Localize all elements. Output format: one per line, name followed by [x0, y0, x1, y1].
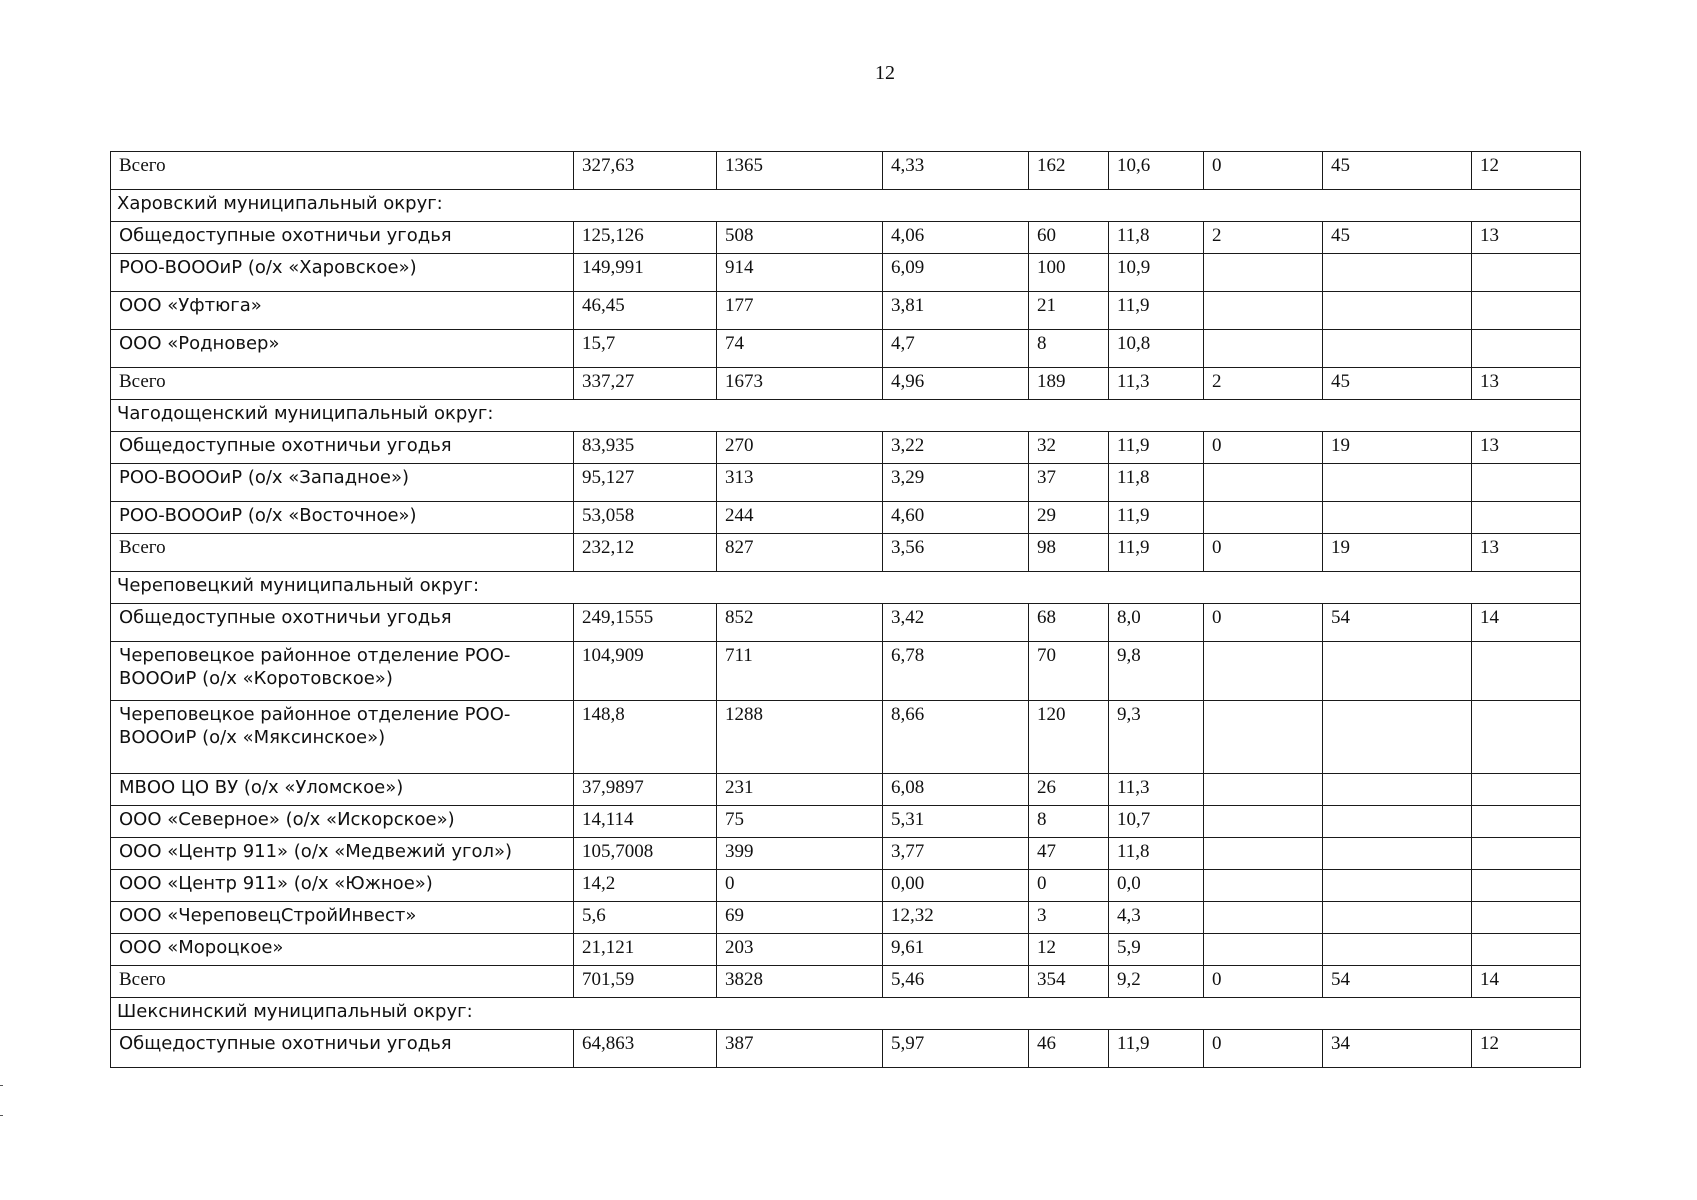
district-header-row: [111, 998, 1581, 1030]
value-cell-c7: [1323, 254, 1472, 292]
value-cell-c3: 4,06: [883, 222, 1029, 254]
organization-name-cell: МВОО ЦО ВУ (о/х «Уломское»): [111, 774, 574, 806]
value-cell-c6: 0: [1204, 1030, 1323, 1068]
value-cell-c3: 6,09: [883, 254, 1029, 292]
value-cell-c2: 711: [717, 642, 883, 701]
organization-name-cell: Всего: [111, 152, 574, 190]
value-cell-c1: 249,1555: [574, 604, 717, 642]
district-header-cell: Череповецкий муниципальный округ:: [111, 572, 1581, 604]
value-cell-c8: 12: [1472, 1030, 1581, 1068]
value-cell-c2: 3828: [717, 966, 883, 998]
value-cell-c8: 13: [1472, 432, 1581, 464]
value-cell-c2: 387: [717, 1030, 883, 1068]
value-cell-c3: 3,29: [883, 464, 1029, 502]
value-cell-c4: 60: [1029, 222, 1109, 254]
table-row: [111, 642, 1581, 701]
value-cell-c8: [1472, 292, 1581, 330]
value-cell-c3: 0,00: [883, 870, 1029, 902]
table-row: [111, 432, 1581, 464]
value-cell-c5: 9,2: [1109, 966, 1204, 998]
value-cell-c2: 313: [717, 464, 883, 502]
value-cell-c2: 69: [717, 902, 883, 934]
value-cell-c3: 3,22: [883, 432, 1029, 464]
value-cell-c5: 11,8: [1109, 222, 1204, 254]
table-row: [111, 966, 1581, 998]
value-cell-c1: 337,27: [574, 368, 717, 400]
table-row: [111, 604, 1581, 642]
table-row: [111, 934, 1581, 966]
value-cell-c3: 4,96: [883, 368, 1029, 400]
value-cell-c1: 105,7008: [574, 838, 717, 870]
value-cell-c5: 10,8: [1109, 330, 1204, 368]
value-cell-c2: 244: [717, 502, 883, 534]
value-cell-c7: [1323, 902, 1472, 934]
value-cell-c7: [1323, 642, 1472, 701]
value-cell-c4: 8: [1029, 806, 1109, 838]
value-cell-c3: 3,42: [883, 604, 1029, 642]
value-cell-c4: 32: [1029, 432, 1109, 464]
organization-name-cell: Череповецкое районное отделение РОО-ВОООиР (о/х «Мяксинское»): [111, 701, 574, 774]
district-header-cell: Шекснинский муниципальный округ:: [111, 998, 1581, 1030]
table-row: [111, 838, 1581, 870]
value-cell-c8: [1472, 502, 1581, 534]
value-cell-c1: 15,7: [574, 330, 717, 368]
value-cell-c6: [1204, 902, 1323, 934]
value-cell-c2: 1365: [717, 152, 883, 190]
value-cell-c1: 701,59: [574, 966, 717, 998]
value-cell-c7: 19: [1323, 432, 1472, 464]
value-cell-c5: 5,9: [1109, 934, 1204, 966]
value-cell-c6: 0: [1204, 152, 1323, 190]
organization-name-cell: ООО «Северное» (о/х «Искорское»): [111, 806, 574, 838]
value-cell-c1: 53,058: [574, 502, 717, 534]
value-cell-c4: 37: [1029, 464, 1109, 502]
value-cell-c6: [1204, 464, 1323, 502]
organization-name-cell: Общедоступные охотничьи угодья: [111, 432, 574, 464]
value-cell-c8: 12: [1472, 152, 1581, 190]
value-cell-c1: 14,114: [574, 806, 717, 838]
value-cell-c5: 11,9: [1109, 502, 1204, 534]
table-row: [111, 534, 1581, 572]
scan-edge-mark: [0, 1085, 3, 1086]
table-row: [111, 502, 1581, 534]
value-cell-c1: 64,863: [574, 1030, 717, 1068]
district-header-row: [111, 400, 1581, 432]
value-cell-c5: 11,9: [1109, 432, 1204, 464]
value-cell-c2: 231: [717, 774, 883, 806]
value-cell-c7: [1323, 464, 1472, 502]
value-cell-c4: 162: [1029, 152, 1109, 190]
organization-name-cell: РОО-ВОООиР (о/х «Западное»): [111, 464, 574, 502]
value-cell-c5: 10,6: [1109, 152, 1204, 190]
value-cell-c7: [1323, 870, 1472, 902]
value-cell-c2: 1673: [717, 368, 883, 400]
value-cell-c1: 148,8: [574, 701, 717, 774]
value-cell-c8: 14: [1472, 604, 1581, 642]
table-row: [111, 222, 1581, 254]
organization-name-cell: РОО-ВОООиР (о/х «Восточное»): [111, 502, 574, 534]
value-cell-c3: 4,33: [883, 152, 1029, 190]
value-cell-c5: 11,3: [1109, 774, 1204, 806]
value-cell-c1: 83,935: [574, 432, 717, 464]
value-cell-c8: 13: [1472, 222, 1581, 254]
organization-name-cell: Общедоступные охотничьи угодья: [111, 604, 574, 642]
organization-name-cell: ООО «Центр 911» (о/х «Южное»): [111, 870, 574, 902]
value-cell-c1: 14,2: [574, 870, 717, 902]
value-cell-c6: [1204, 806, 1323, 838]
value-cell-c4: 100: [1029, 254, 1109, 292]
district-header-row: [111, 572, 1581, 604]
organization-name-cell: ООО «Уфтюга»: [111, 292, 574, 330]
value-cell-c8: [1472, 464, 1581, 502]
value-cell-c6: 0: [1204, 432, 1323, 464]
value-cell-c7: [1323, 330, 1472, 368]
value-cell-c3: 3,77: [883, 838, 1029, 870]
value-cell-c3: 12,32: [883, 902, 1029, 934]
district-header-cell: Харовский муниципальный округ:: [111, 190, 1581, 222]
value-cell-c6: [1204, 870, 1323, 902]
value-cell-c8: [1472, 870, 1581, 902]
value-cell-c8: 14: [1472, 966, 1581, 998]
scan-edge-mark: [0, 1115, 3, 1116]
value-cell-c1: 21,121: [574, 934, 717, 966]
value-cell-c8: [1472, 806, 1581, 838]
district-header-cell: Чагодощенский муниципальный округ:: [111, 400, 1581, 432]
value-cell-c5: 0,0: [1109, 870, 1204, 902]
value-cell-c7: [1323, 806, 1472, 838]
value-cell-c1: 95,127: [574, 464, 717, 502]
value-cell-c7: [1323, 934, 1472, 966]
value-cell-c7: 45: [1323, 222, 1472, 254]
value-cell-c5: 4,3: [1109, 902, 1204, 934]
value-cell-c8: [1472, 701, 1581, 774]
organization-name-cell: РОО-ВОООиР (о/х «Харовское»): [111, 254, 574, 292]
value-cell-c6: 2: [1204, 222, 1323, 254]
value-cell-c3: 9,61: [883, 934, 1029, 966]
value-cell-c3: 3,81: [883, 292, 1029, 330]
district-header-row: [111, 190, 1581, 222]
value-cell-c5: 11,8: [1109, 464, 1204, 502]
table-body: [111, 152, 1581, 1068]
organization-name-cell: Общедоступные охотничьи угодья: [111, 222, 574, 254]
value-cell-c3: 5,46: [883, 966, 1029, 998]
value-cell-c1: 5,6: [574, 902, 717, 934]
value-cell-c6: [1204, 330, 1323, 368]
value-cell-c5: 11,3: [1109, 368, 1204, 400]
value-cell-c2: 914: [717, 254, 883, 292]
value-cell-c8: [1472, 254, 1581, 292]
page-number: 12: [875, 62, 895, 84]
value-cell-c7: [1323, 838, 1472, 870]
value-cell-c6: 0: [1204, 604, 1323, 642]
value-cell-c8: [1472, 934, 1581, 966]
value-cell-c3: 4,7: [883, 330, 1029, 368]
value-cell-c5: 9,8: [1109, 642, 1204, 701]
value-cell-c6: [1204, 774, 1323, 806]
value-cell-c6: 0: [1204, 534, 1323, 572]
hunting-grounds-table-wrap: [110, 151, 1580, 1068]
value-cell-c7: 54: [1323, 604, 1472, 642]
organization-name-cell: Череповецкое районное отделение РОО-ВОООиР (о/х «Коротовское»): [111, 642, 574, 701]
value-cell-c2: 177: [717, 292, 883, 330]
value-cell-c2: 508: [717, 222, 883, 254]
value-cell-c4: 0: [1029, 870, 1109, 902]
value-cell-c1: 327,63: [574, 152, 717, 190]
value-cell-c4: 46: [1029, 1030, 1109, 1068]
value-cell-c7: 19: [1323, 534, 1472, 572]
value-cell-c3: 8,66: [883, 701, 1029, 774]
table-row: [111, 254, 1581, 292]
value-cell-c1: 46,45: [574, 292, 717, 330]
value-cell-c7: 34: [1323, 1030, 1472, 1068]
value-cell-c6: [1204, 292, 1323, 330]
table-row: [111, 701, 1581, 774]
value-cell-c3: 6,78: [883, 642, 1029, 701]
value-cell-c7: [1323, 701, 1472, 774]
table-row: [111, 464, 1581, 502]
value-cell-c6: 0: [1204, 966, 1323, 998]
value-cell-c2: 399: [717, 838, 883, 870]
value-cell-c8: [1472, 774, 1581, 806]
value-cell-c3: 5,31: [883, 806, 1029, 838]
value-cell-c4: 8: [1029, 330, 1109, 368]
value-cell-c6: [1204, 254, 1323, 292]
value-cell-c4: 189: [1029, 368, 1109, 400]
table-row: [111, 902, 1581, 934]
table-row: [111, 292, 1581, 330]
table-row: [111, 330, 1581, 368]
value-cell-c8: 13: [1472, 368, 1581, 400]
value-cell-c2: 852: [717, 604, 883, 642]
table-row: [111, 870, 1581, 902]
value-cell-c2: 827: [717, 534, 883, 572]
value-cell-c7: [1323, 502, 1472, 534]
value-cell-c7: [1323, 292, 1472, 330]
value-cell-c8: [1472, 330, 1581, 368]
hunting-grounds-table: [110, 151, 1581, 1068]
value-cell-c4: 12: [1029, 934, 1109, 966]
organization-name-cell: ООО «Мороцкое»: [111, 934, 574, 966]
organization-name-cell: Общедоступные охотничьи угодья: [111, 1030, 574, 1068]
value-cell-c5: 11,9: [1109, 292, 1204, 330]
value-cell-c6: [1204, 701, 1323, 774]
table-row: [111, 774, 1581, 806]
value-cell-c1: 149,991: [574, 254, 717, 292]
value-cell-c2: 1288: [717, 701, 883, 774]
organization-name-cell: Всего: [111, 368, 574, 400]
value-cell-c4: 98: [1029, 534, 1109, 572]
value-cell-c4: 3: [1029, 902, 1109, 934]
value-cell-c5: 11,9: [1109, 1030, 1204, 1068]
value-cell-c7: [1323, 774, 1472, 806]
value-cell-c7: 45: [1323, 368, 1472, 400]
value-cell-c2: 203: [717, 934, 883, 966]
organization-name-cell: ООО «Родновер»: [111, 330, 574, 368]
value-cell-c1: 232,12: [574, 534, 717, 572]
value-cell-c4: 70: [1029, 642, 1109, 701]
value-cell-c1: 125,126: [574, 222, 717, 254]
value-cell-c8: 13: [1472, 534, 1581, 572]
value-cell-c6: 2: [1204, 368, 1323, 400]
value-cell-c2: 75: [717, 806, 883, 838]
value-cell-c5: 9,3: [1109, 701, 1204, 774]
value-cell-c8: [1472, 902, 1581, 934]
organization-name-cell: ООО «Центр 911» (о/х «Медвежий угол»): [111, 838, 574, 870]
value-cell-c5: 10,7: [1109, 806, 1204, 838]
value-cell-c3: 4,60: [883, 502, 1029, 534]
value-cell-c5: 8,0: [1109, 604, 1204, 642]
value-cell-c3: 6,08: [883, 774, 1029, 806]
value-cell-c4: 29: [1029, 502, 1109, 534]
value-cell-c5: 10,9: [1109, 254, 1204, 292]
value-cell-c6: [1204, 642, 1323, 701]
value-cell-c5: 11,9: [1109, 534, 1204, 572]
value-cell-c2: 74: [717, 330, 883, 368]
value-cell-c8: [1472, 838, 1581, 870]
table-row: [111, 152, 1581, 190]
value-cell-c7: 45: [1323, 152, 1472, 190]
table-row: [111, 806, 1581, 838]
organization-name-cell: Всего: [111, 534, 574, 572]
value-cell-c6: [1204, 934, 1323, 966]
value-cell-c1: 104,909: [574, 642, 717, 701]
value-cell-c6: [1204, 838, 1323, 870]
value-cell-c4: 26: [1029, 774, 1109, 806]
table-row: [111, 1030, 1581, 1068]
value-cell-c3: 3,56: [883, 534, 1029, 572]
value-cell-c6: [1204, 502, 1323, 534]
value-cell-c4: 354: [1029, 966, 1109, 998]
value-cell-c4: 120: [1029, 701, 1109, 774]
value-cell-c7: 54: [1323, 966, 1472, 998]
value-cell-c2: 0: [717, 870, 883, 902]
value-cell-c3: 5,97: [883, 1030, 1029, 1068]
table-row: [111, 368, 1581, 400]
value-cell-c4: 47: [1029, 838, 1109, 870]
organization-name-cell: ООО «ЧереповецСтройИнвест»: [111, 902, 574, 934]
value-cell-c1: 37,9897: [574, 774, 717, 806]
value-cell-c4: 21: [1029, 292, 1109, 330]
value-cell-c4: 68: [1029, 604, 1109, 642]
organization-name-cell: Всего: [111, 966, 574, 998]
value-cell-c8: [1472, 642, 1581, 701]
value-cell-c2: 270: [717, 432, 883, 464]
value-cell-c5: 11,8: [1109, 838, 1204, 870]
